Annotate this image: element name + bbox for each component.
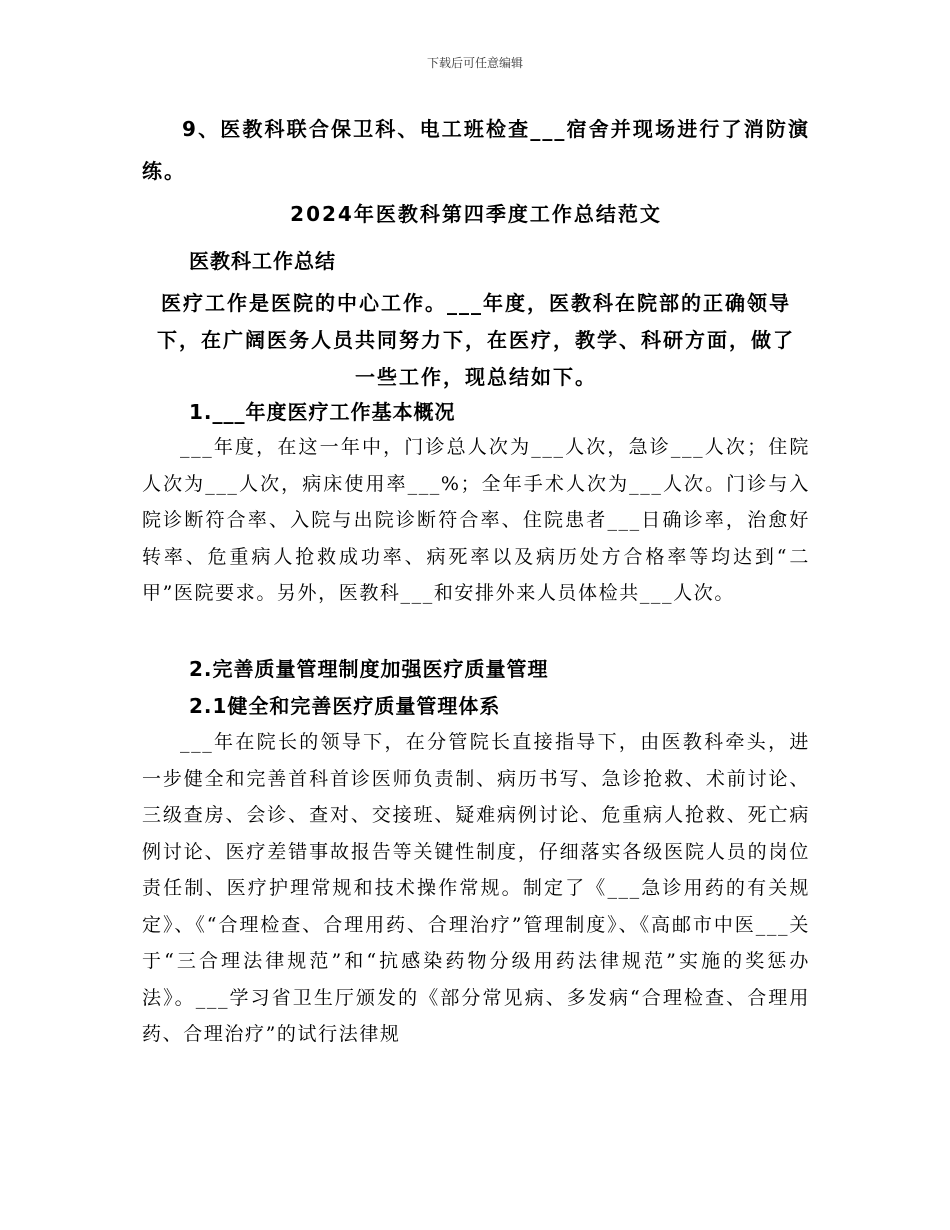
section-1-heading: 1.___年度医疗工作基本概况 [189, 400, 456, 424]
section-subtitle: 医教科工作总结 [189, 249, 336, 273]
intro-paragraph: 医疗工作是医院的中心工作。___年度，医教科在院部的正确领导下，在广阔医务人员共同努力下，在医疗，教学、科研方面，做了一些工作，现总结如下。 [157, 291, 795, 389]
page-header: 下载后可任意编辑 [426, 56, 523, 70]
section-2-heading: 2.完善质量管理制度加强医疗质量管理 [189, 657, 549, 681]
item-9-paragraph: 9、医教科联合保卫科、电工班检查___宿舍并现场进行了消防演练。 [142, 117, 810, 183]
document-title: 2024年医教科第四季度工作总结范文 [290, 202, 662, 226]
section-2-1-heading: 2.1健全和完善医疗质量管理体系 [189, 694, 501, 718]
section-1-body: ___年度，在这一年中，门诊总人次为___人次，急诊___人次；住院人次为___人次，病床使用率___%；全年手术人次为___人次。门诊与入院诊断符合率、入院与出院诊断符合率、住院患者___日确诊率，治愈好转率、危重病人抢救成功率、病死率以及病历处方合格率等均达到“二甲”医院要求。另外，医教科___和安排外来人员体检共___人次。 [142, 436, 810, 604]
section-2-1-body: ___年在院长的领导下，在分管院长直接指导下，由医教科牵头，进一步健全和完善首科首诊医师负责制、病历书写、急诊抢救、术前讨论、三级查房、会诊、查对、交接班、疑难病例讨论、危重病人抢救、死亡病例讨论、医疗差错事故报告等关键性制度，仔细落实各级医院人员的岗位责任制、医疗护理常规和技术操作常规。制定了《___急诊用药的有关规定》、《“合理检查、合理用药、合理治疗”管理制度》、《高邮市中医___关于“三合理法律规范”和“抗感染药物分级用药法律规范”实施的奖惩办法》。___学习省卫生厅颁发的《部分常见病、多发病“合理检查、合理用药、合理治疗”的试行法律规 [142, 731, 810, 1045]
